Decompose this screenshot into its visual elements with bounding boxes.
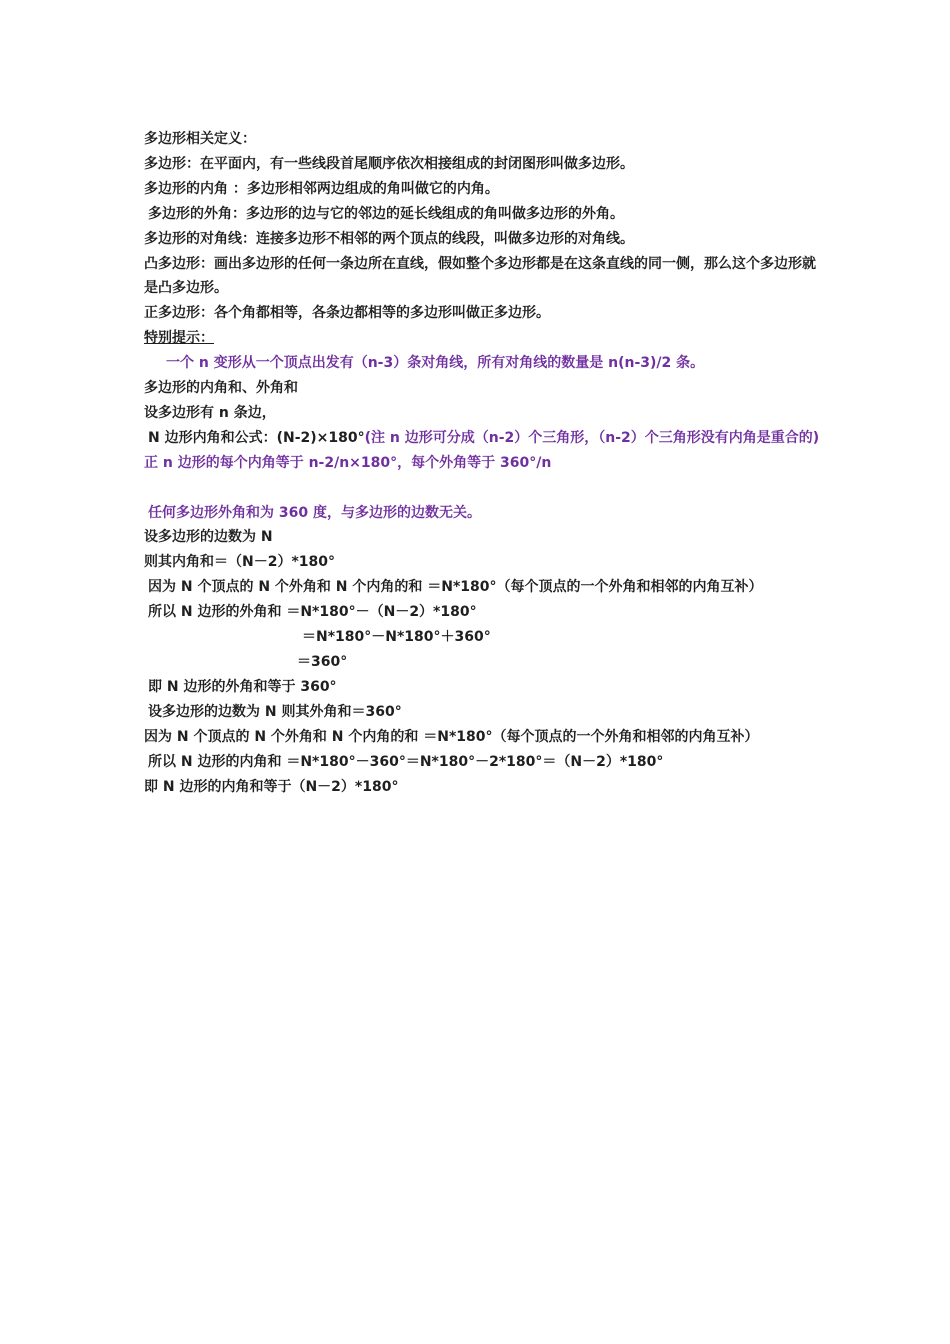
special-tip-heading: 特别提示：: [144, 330, 214, 347]
formula-text: N 边形内角和公式：(N-2)×180°: [148, 429, 365, 446]
definition-convex-polygon: 凸多边形：画出多边形的任何一条边所在直线，假如整个多边形都是在这条直线的同一侧，那么这个多边形就是凸多边形。: [144, 255, 816, 297]
interior-angle-sum-formula: [144, 426, 824, 451]
proof-because-1: 因为 N 个顶点的 N 个外角和 N 个内角的和 ＝N*180°（每个顶点的一个外角和相邻的内角互补）: [148, 579, 763, 596]
proof2-therefore-interior: 所以 N 边形的内角和 ＝N*180°－360°＝N*180°－2*180°＝（N－2）*180°: [148, 753, 664, 770]
document-body: [144, 127, 824, 799]
diagonal-count-tip: 一个 n 变形从一个顶点出发有（n-3）条对角线，所有对角线的数量是 n(n-3)/2 条。: [166, 355, 705, 372]
angle-sum-heading: 多边形的内角和、外角和: [144, 380, 298, 397]
proof-therefore-exterior: 所以 N 边形的外角和 ＝N*180°－（N－2）*180°: [148, 604, 477, 621]
section-title: 多边形相关定义：: [144, 131, 256, 147]
definition-regular-polygon: 正多边形：各个角都相等，各条边都相等的多边形叫做正多边形。: [144, 305, 550, 322]
definition-diagonal: 多边形的对角线：连接多边形不相邻的两个顶点的线段，叫做多边形的对角线。: [144, 230, 634, 247]
proof-interior-sum: 则其内角和＝（N－2）*180°: [144, 554, 336, 571]
spacer: [144, 476, 824, 501]
proof2-assume-n: 设多边形的边数为 N 则其外角和＝360°: [148, 703, 402, 720]
proof-step-2: ＝N*180°－N*180°＋360°: [302, 629, 491, 646]
exterior-angle-sum-statement: 任何多边形外角和为 360 度，与多边形的边数无关。: [148, 504, 481, 521]
proof2-conclusion-interior: 即 N 边形的内角和等于（N－2）*180°: [144, 778, 399, 795]
regular-polygon-angles: 正 n 边形的每个内角等于 n-2/n×180°，每个外角等于 360°/n: [144, 454, 552, 471]
formula-note: (注 n 边形可分成（n-2）个三角形，（n-2）个三角形没有内角是重合的): [364, 429, 820, 446]
proof-conclusion-exterior: 即 N 边形的外角和等于 360°: [148, 678, 337, 695]
proof-assume-n: 设多边形的边数为 N: [144, 529, 273, 546]
proof-step-3: ＝360°: [297, 654, 348, 671]
definition-interior-angle: 多边形的内角 ：多边形相邻两边组成的角叫做它的内角。: [144, 180, 499, 197]
proof2-because: 因为 N 个顶点的 N 个外角和 N 个内角的和 ＝N*180°（每个顶点的一个外角和相邻的内角互补）: [144, 728, 759, 745]
definition-exterior-angle: 多边形的外角：多边形的边与它的邻边的延长线组成的角叫做多边形的外角。: [148, 205, 624, 222]
assume-n-sides: 设多边形有 n 条边，: [144, 404, 276, 421]
definition-polygon: 多边形：在平面内，有一些线段首尾顺序依次相接组成的封闭图形叫做多边形。: [144, 155, 634, 172]
